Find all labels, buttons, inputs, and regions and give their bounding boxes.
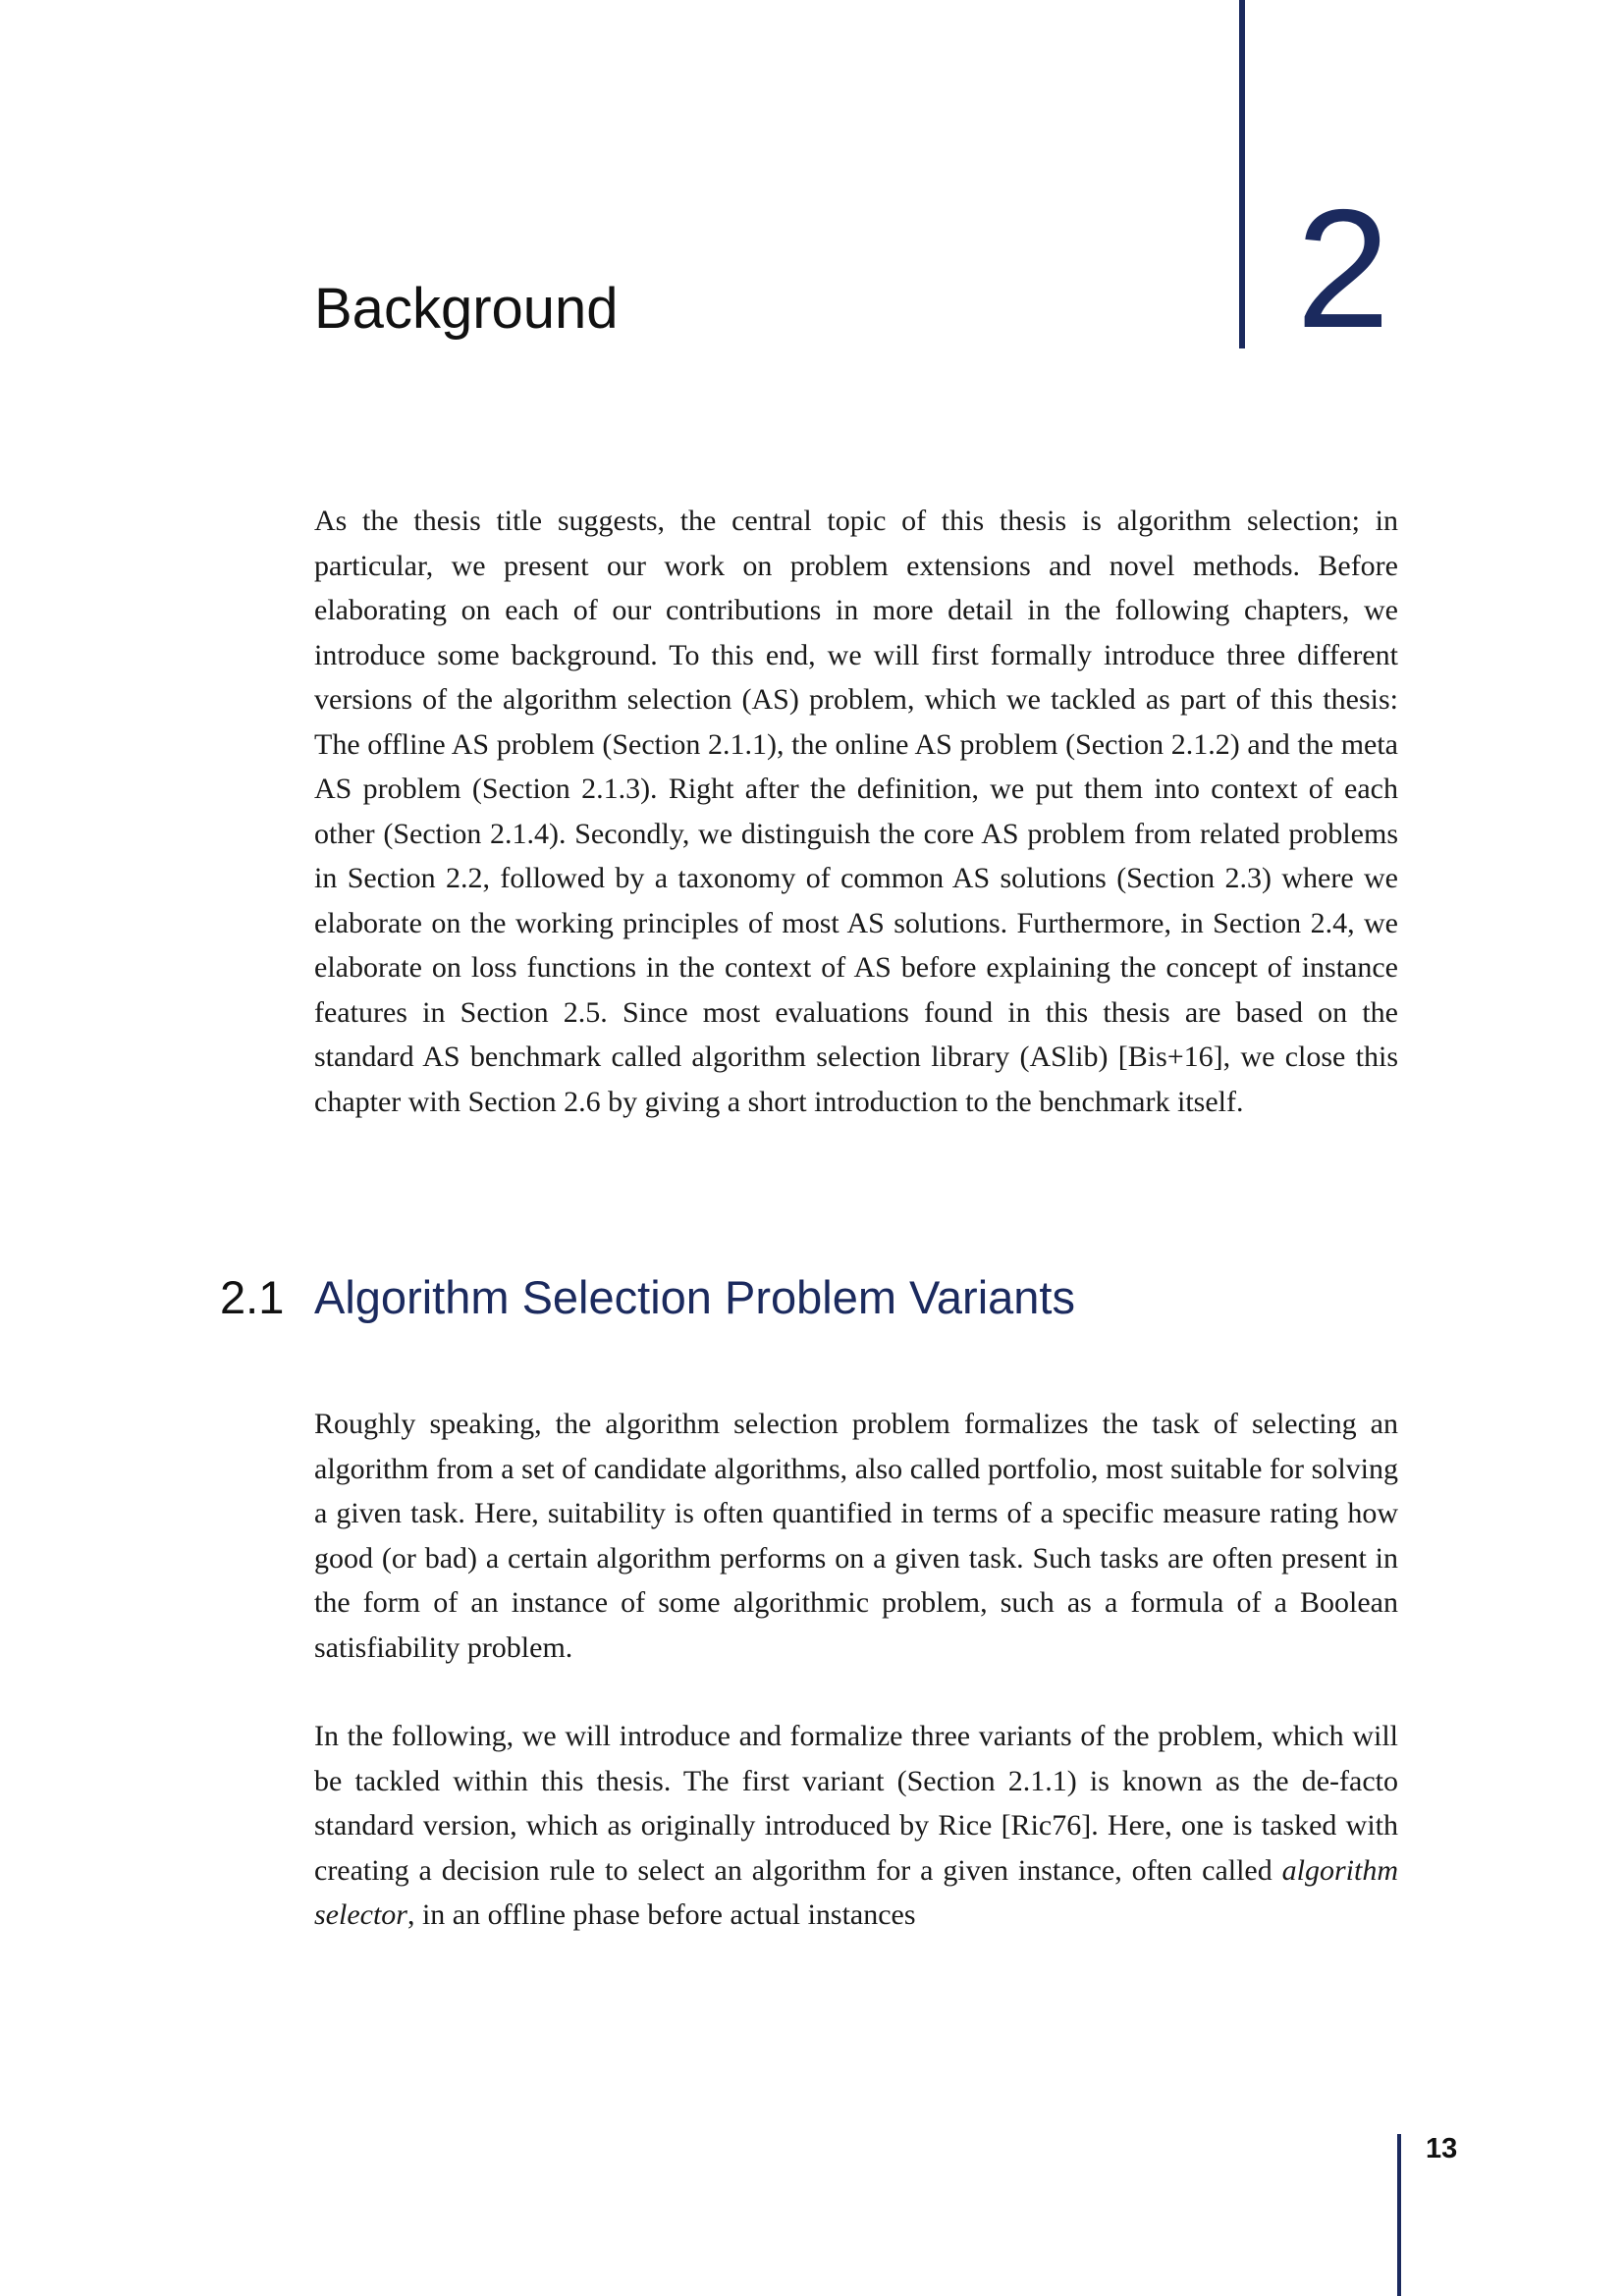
- chapter-number: 2: [1296, 175, 1390, 363]
- algorithm-selector-emphasis: algorithm selector: [314, 1853, 1398, 1931]
- intro-paragraph: As the thesis title suggests, the central topic of this thesis is algorithm selection; in particular, we present our work on problem extensions and novel methods. Before elaborating on each of our contributions in more detail in the following chapters, we introduce some background. To this end, we will first formally introduce three different versions of the algorithm selection (AS) problem, which we tackled as part of this thesis: The offline AS problem (Section 2.1.1), the online AS problem (Section 2.1.2) and the meta AS problem (Section 2.1.3). Right after the definition, we put them into context of each other (Section 2.1.4). Secondly, we distinguish the core AS problem from related problems in Section 2.2, followed by a taxonomy of common AS solutions (Section 2.3) where we elaborate on the working principles of most AS solutions. Furthermore, in Section 2.4, we elaborate on loss functions in the context of AS before explaining the concept of instance features in Section 2.5. Since most evaluations found in this thesis are based on the standard AS benchmark called algorithm selection library (ASlib) [Bis+16], we close this chapter with Section 2.6 by giving a short introduction to the benchmark itself.: [314, 505, 1398, 1118]
- section-paragraph-2-text-before: In the following, we will introduce and formalize three variants of the problem, which will be tackled within this thesis. The first variant (Section 2.1.1) is known as the de-facto standard version, which as originally introduced by Rice [Ric76]. Here, one is tasked with creating a decision rule to select an algorithm for a given instance, often called: [314, 1720, 1398, 1887]
- section-paragraph-1: Roughly speaking, the algorithm selection problem formalizes the task of selecting an algorithm from a set of candidate algorithms, also called portfolio, most suitable for solving a given task. Here, suitability is often quantified in terms of a specific measure rating how good (or bad) a certain algorithm performs on a given task. Such tasks are often present in the form of an instance of some algorithmic problem, such as a formula of a Boolean satisfiability problem.: [314, 1408, 1398, 1664]
- section-heading: [220, 1271, 1075, 1323]
- section-number: 2.1: [220, 1271, 285, 1323]
- chapter-title: Background: [314, 277, 619, 341]
- page-number: 13: [1426, 2133, 1458, 2164]
- section-paragraph-2: [314, 1714, 1398, 1938]
- page-number-rule: [1397, 2134, 1401, 2296]
- section-title: Algorithm Selection Problem Variants: [314, 1271, 1075, 1323]
- chapter-rule: [1239, 0, 1245, 348]
- section-paragraph-2-text-after: , in an offline phase before actual instances: [406, 1898, 916, 1931]
